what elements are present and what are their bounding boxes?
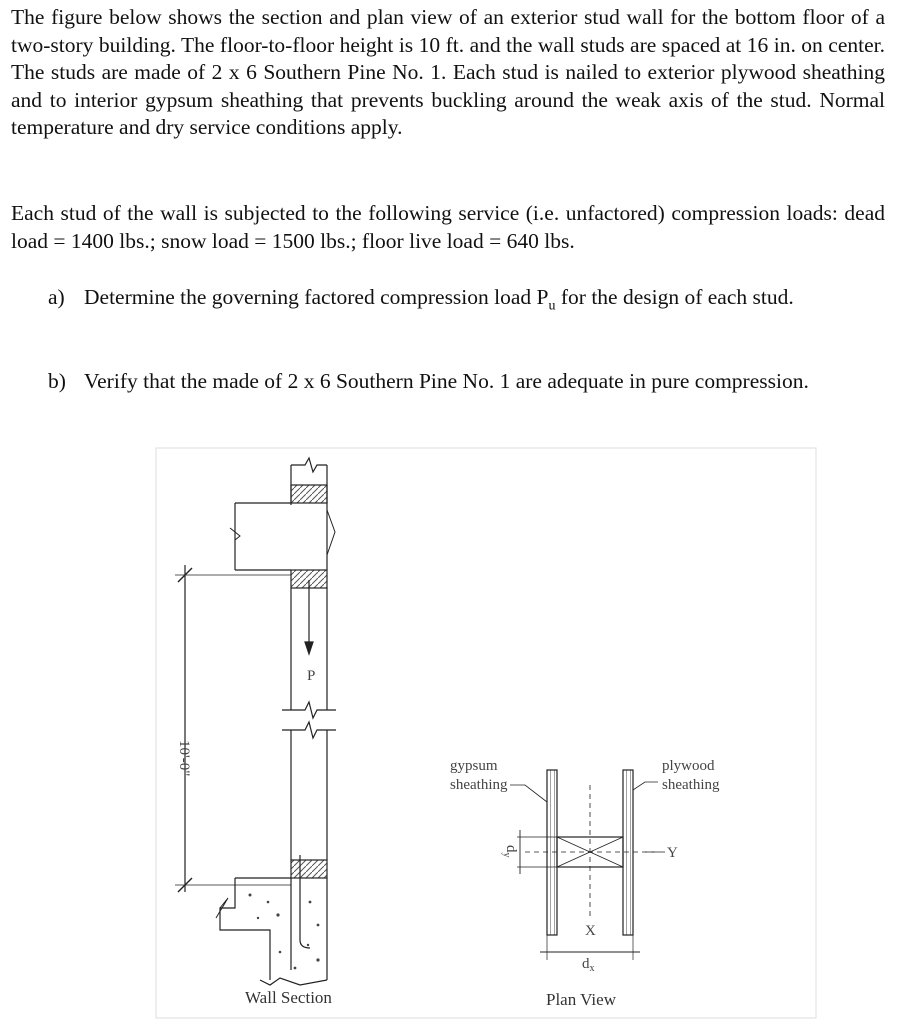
height-dimension-label: 10'-0" (176, 740, 192, 777)
figure-frame (156, 448, 816, 1018)
wall-figure (150, 440, 910, 1024)
load-label-p: P (307, 668, 316, 684)
question-a-text-after: for the design of each stud. (555, 285, 794, 309)
dx-label (582, 956, 595, 974)
question-a-label: a) (48, 285, 65, 309)
wall-section-drawing (175, 458, 336, 985)
dy-label-sub: y (501, 852, 512, 858)
plywood-label-line1: plywood (662, 758, 715, 774)
dy-label (501, 845, 519, 858)
question-a-subscript: u (548, 298, 556, 314)
question-b-text: Verify that the made of 2 x 6 Southern Pine No. 1 are adequate in pure compression. (84, 369, 809, 393)
y-axis-label: Y (667, 845, 678, 861)
dx-label-sub: x (589, 963, 595, 974)
dy-label-main: d (503, 845, 519, 853)
plywood-label-line2: sheathing (662, 777, 720, 793)
question-b-label: b) (48, 369, 66, 393)
dx-label-main: d (582, 956, 590, 972)
question-b (48, 368, 885, 396)
problem-intro: The figure below shows the section and plan view of an exterior stud wall for the bottom floor of a two-story building. The floor-to-floor height is 10 ft. and the wall studs are spaced at 16 in. on center. The studs are made of 2 x 6 Southern Pine No. 1. Each stud is nailed to exterior plywood sheathing and to interior gypsum sheathing that prevents buckling around the weak axis of the stud. Normal temperature and dry service conditions apply. (11, 5, 885, 139)
problem-loads: Each stud of the wall is subjected to the following service (i.e. unfactored) compression loads: dead load = 1400 lbs.; snow load = 1500 lbs.; floor live load = 640 lbs. (11, 201, 885, 253)
question-a-text-before: Determine the governing factored compression load P (84, 285, 549, 309)
svg-text:dy (501, 845, 519, 858)
question-a-text (84, 284, 885, 320)
question-a (48, 284, 885, 320)
wall-section-caption: Wall Section (245, 988, 332, 1007)
x-axis-label: X (585, 923, 596, 939)
gypsum-label-line1: gypsum (450, 758, 498, 774)
gypsum-label-line2: sheathing (450, 777, 508, 793)
plan-view-caption: Plan View (546, 990, 616, 1009)
